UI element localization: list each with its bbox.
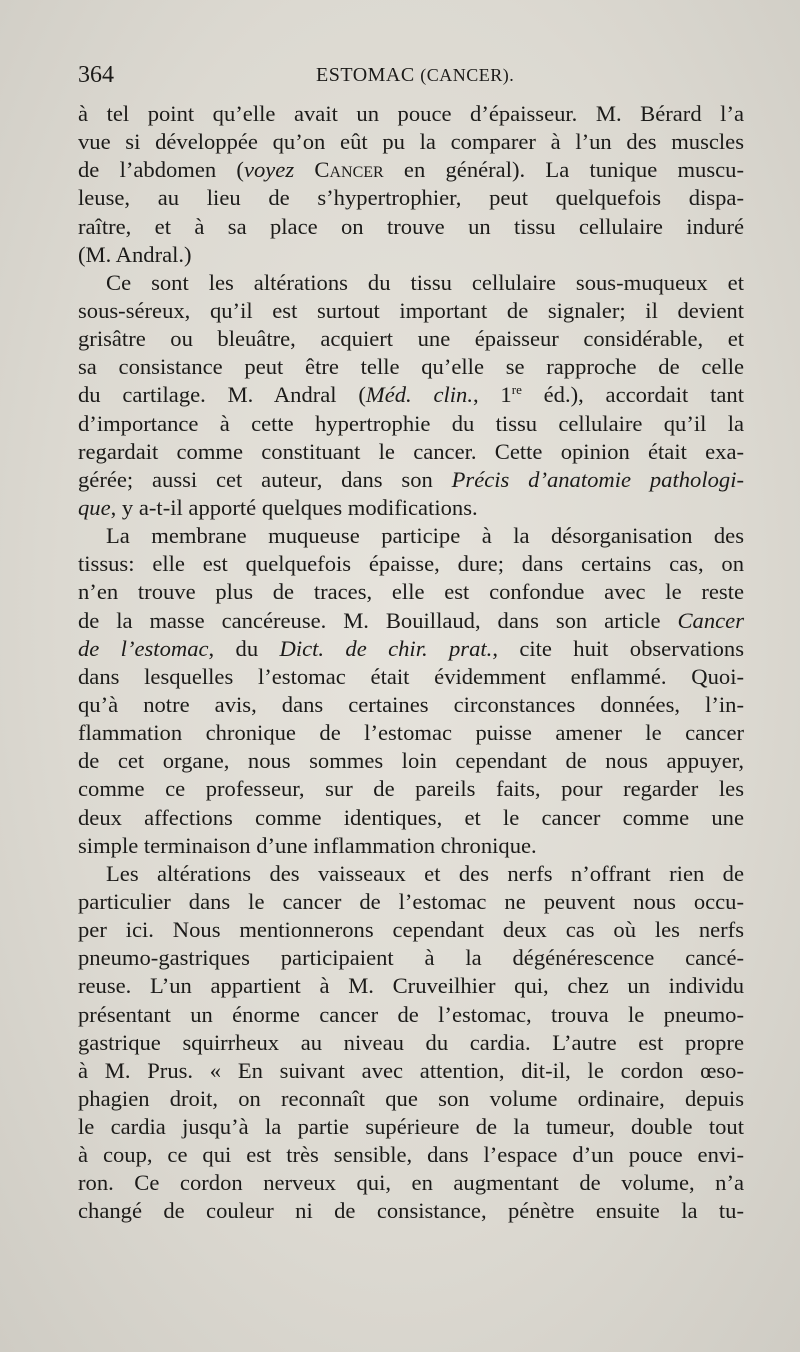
text-segment: du cartilage. M. Andral ( — [78, 382, 366, 408]
text-line — [78, 466, 744, 494]
text-line: à tel point qu’elle avait un pouce d’épaisseur. M. Bérard l’a — [78, 101, 744, 126]
text-line: présentant un énorme cancer de l’estomac, trouva le pneumo- — [78, 1001, 744, 1027]
text-line: reuse. L’un appartient à M. Cruveilhier qui, chez un individu — [78, 973, 744, 999]
text-line: comme ce professeur, sur de pareils faits, pour regarder les — [78, 776, 744, 802]
text-line: n’en trouve plus de traces, elle est confondue avec le reste — [78, 579, 744, 605]
text-line — [78, 381, 744, 409]
text-line — [78, 607, 744, 635]
running-head — [316, 64, 514, 87]
text-line: regardait comme constituant le cancer. Cette opinion était exa- — [78, 438, 744, 464]
running-head-subtitle: (CANCER). — [420, 65, 515, 85]
text-segment: , cite huit observations — [492, 635, 745, 661]
text-line: qu’à notre avis, dans certaines circonstances données, l’in- — [78, 691, 744, 717]
text-line: simple terminaison d’une inflammation chronique. — [78, 832, 537, 858]
page-header — [78, 62, 744, 98]
text-line — [78, 494, 744, 522]
text-segment: de l’estomac — [78, 635, 209, 661]
text-segment: Cancer — [314, 157, 384, 183]
text-line: changé de couleur ni de consistance, pénètre ensuite la tu- — [78, 1198, 744, 1224]
text-segment: voyez — [243, 157, 295, 183]
text-segment: re — [511, 382, 522, 398]
text-segment: en général). La tunique muscu- — [383, 157, 744, 183]
text-line: pneumo-gastriques participaient à la dégénérescence cancé- — [78, 945, 744, 971]
text-line: phagien droit, on reconnaît que son volume ordinaire, depuis — [78, 1085, 744, 1111]
page-number: 364 — [78, 62, 114, 88]
text-line: grisâtre ou bleuâtre, acquiert une épaisseur considérable, et — [78, 326, 744, 352]
text-line: (M. Andral.) — [78, 241, 192, 267]
text-line: dans lesquelles l’estomac était évidemment enflammé. Quoi- — [78, 663, 744, 689]
text-line: flammation chronique de l’estomac puisse amener le cancer — [78, 720, 744, 746]
text-segment: , du — [208, 635, 280, 661]
text-segment: que — [78, 494, 111, 520]
text-line: per ici. Nous mentionnerons cependant deux cas où les nerfs — [78, 917, 744, 943]
text-line — [78, 635, 744, 663]
text-line: ron. Ce cordon nerveux qui, en augmentant de volume, n’a — [78, 1170, 744, 1196]
text-segment: Cancer — [677, 607, 744, 633]
text-line: gastrique squirrheux au niveau du cardia. L’autre est propre — [78, 1029, 744, 1055]
text-segment: Méd. clin. — [365, 382, 473, 408]
text-line: à M. Prus. « En suivant avec attention, dit-il, le cordon œso- — [78, 1057, 744, 1083]
text-segment: de l’abdomen ( — [78, 157, 244, 183]
text-segment: , 1 — [473, 382, 512, 408]
text-line: sous-séreux, qu’il est surtout important de signaler; il devient — [78, 297, 744, 323]
text-segment: Précis d’anatomie pathologi- — [451, 466, 745, 492]
text-line — [78, 156, 744, 184]
text-line: le cardia jusqu’à la partie supérieure de la tumeur, double tout — [78, 1114, 744, 1140]
text-line: à coup, ce qui est très sensible, dans l’espace d’un pouce envi- — [78, 1142, 744, 1168]
text-segment: de la masse cancéreuse. M. Bouillaud, dans son article — [78, 607, 678, 633]
text-line: La membrane muqueuse participe à la désorganisation des — [106, 523, 744, 549]
text-line: vue si développée qu’on eût pu la comparer à l’un des muscles — [78, 129, 744, 155]
text-line: Les altérations des vaisseaux et des nerfs n’offrant rien de — [106, 860, 744, 886]
text-line: d’importance à cette hypertrophie du tissu cellulaire qu’il la — [78, 410, 744, 436]
text-segment: Dict. de chir. prat. — [279, 635, 493, 661]
text-line: tissus: elle est quelquefois épaisse, dure; dans certains cas, on — [78, 551, 744, 577]
text-line: Ce sont les altérations du tissu cellulaire sous-muqueux et — [106, 269, 744, 295]
text-line: sa consistance peut être telle qu’elle se rapproche de celle — [78, 354, 744, 380]
text-segment: , y a-t-il apporté quelques modifications. — [110, 494, 478, 520]
text-line: de cet organe, nous sommes loin cependant de nous appuyer, — [78, 748, 744, 774]
text-segment: éd.), accordait tant — [521, 382, 744, 408]
running-head-title: ESTOMAC — [316, 64, 415, 86]
text-line: deux affections comme identiques, et le cancer comme une — [78, 804, 744, 830]
text-line: particulier dans le cancer de l’estomac ne peuvent nous occu- — [78, 888, 744, 914]
text-line: leuse, au lieu de s’hypertrophier, peut quelquefois dispa- — [78, 185, 744, 211]
body-text — [78, 100, 744, 1226]
text-segment: gérée; aussi cet auteur, dans son — [78, 466, 452, 492]
text-line: raître, et à sa place on trouve un tissu cellulaire induré — [78, 213, 744, 239]
text-segment — [294, 157, 314, 182]
